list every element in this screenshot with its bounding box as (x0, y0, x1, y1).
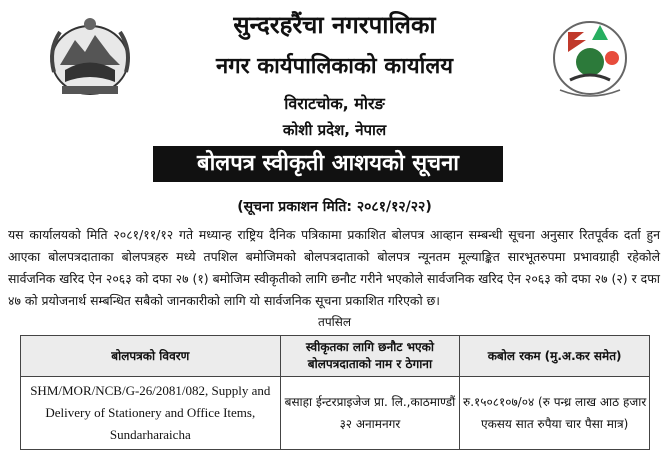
publish-date: (सूचना प्रकाशन मिति: २०८१/१२/२२) (237, 199, 432, 215)
location: विराटचोक, मोरङ (284, 94, 385, 113)
header-description: बोलपत्रको विवरण (21, 336, 281, 377)
office-name: नगर कार्यपालिकाको कार्यालय (216, 54, 453, 79)
table-header-row (21, 336, 650, 377)
details-label: तपसिल (317, 315, 351, 329)
municipality-name: सुन्दरहरैंचा नगरपालिका (233, 11, 436, 39)
header-amount: कबोल रकम (मु.अ.कर समेत) (460, 336, 650, 377)
table-row (21, 377, 650, 450)
header-bidder: स्वीकृतका लागि छनौट भएको बोलपत्रदाताको नाम र ठेगाना (280, 336, 460, 377)
province: कोशी प्रदेश, नेपाल (282, 121, 387, 139)
notice-body: यस कार्यालयको मिति २०८१/११/१२ गते मध्यान्ह राष्ट्रिय दैनिक पत्रिकामा प्रकाशित बोलपत्र आव्हान सम्बन्धी सूचना अनुसार रितपूर्वक दर्ता हुन आएका बोलपत्रदाताका बोलपत्रहरु मध्ये तपशिल बमोजिमको बोलपत्रदाताको बोलपत्र न्यूनतम मूल्याङ्कित सारभूतरुपमा प्रभावग्राही रहेकोले सार्वजनिक खरिद ऐन २०६३ को दफा २७ (१) बमोजिम स्वीकृतीको लागि छनौट गरीने भएकोले सार्वजनिक खरिद ऐन २०६३ को दफा २७ (२) र दफा ४७ को प्रयोजनार्थ सम्बन्धित सबैको जानकारीको लागि यो सार्वजनिक सूचना प्रकाशित गरिएको छ। (8, 227, 660, 308)
cell-bidder: बसाहा ईन्टरप्राइजेज प्रा. लि.,काठमाण्डौं ३२ अनामनगर (280, 377, 460, 450)
bid-table (20, 335, 650, 450)
cell-description: SHM/MOR/NCB/G-26/2081/082, Supply and Delivery of Stationery and Office Items, Sundarharaicha (21, 377, 281, 450)
cell-amount: रु.१५०८१०७/०४ (रु पन्ध्र लाख आठ हजार एकसय सात रुपैया चार पैसा मात्र) (460, 377, 650, 450)
notice-title-banner: बोलपत्र स्वीकृती आशयको सूचना (153, 146, 503, 182)
